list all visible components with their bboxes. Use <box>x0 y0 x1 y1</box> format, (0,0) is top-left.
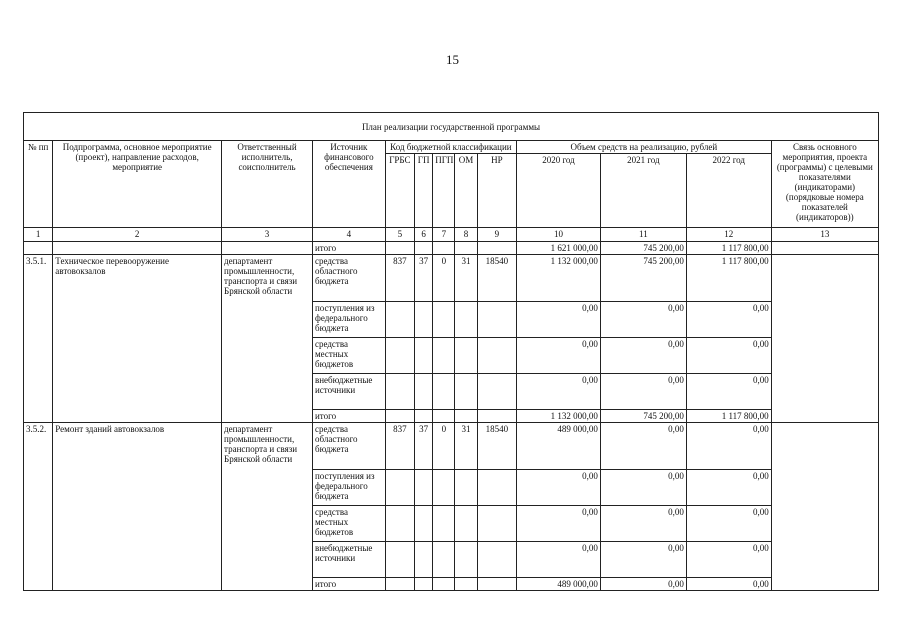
amount-2022: 1 117 800,00 <box>686 410 771 423</box>
code-np-cell: 18540 <box>477 423 516 470</box>
table-row <box>24 242 879 255</box>
code-np-cell <box>477 374 516 410</box>
amount-2021: 0,00 <box>600 302 686 338</box>
code-np-cell <box>477 410 516 423</box>
code-pgp-cell <box>433 410 455 423</box>
amount-2020: 0,00 <box>517 374 601 410</box>
code-gp-cell <box>415 302 433 338</box>
table-row <box>24 423 879 470</box>
source-cell: средства местных бюджетов <box>312 506 385 542</box>
amount-2020: 0,00 <box>517 302 601 338</box>
source-cell: поступления из федерального бюджета <box>312 470 385 506</box>
code-gp-cell <box>415 470 433 506</box>
amount-2020: 1 132 000,00 <box>517 410 601 423</box>
amount-2021: 745 200,00 <box>600 410 686 423</box>
code-pgp-cell <box>433 338 455 374</box>
header-grbs: ГРБС <box>385 154 414 228</box>
amount-2020: 0,00 <box>517 506 601 542</box>
amount-2022: 0,00 <box>686 423 771 470</box>
header-link: Связь основного мероприятия, проекта (программы) с целевыми показателями (индикаторами) (порядковые номера показателей (индикаторов)) <box>771 141 878 228</box>
amount-2022: 1 117 800,00 <box>686 255 771 302</box>
code-grbs-cell <box>385 506 414 542</box>
column-number-cell: 8 <box>455 228 477 242</box>
header-pgp: ПГП <box>433 154 455 228</box>
code-np-cell <box>477 578 516 591</box>
amount-2020: 1 132 000,00 <box>517 255 601 302</box>
column-numbers-row <box>24 228 879 242</box>
amount-2020: 489 000,00 <box>517 423 601 470</box>
amount-2021: 0,00 <box>600 506 686 542</box>
amount-2022: 0,00 <box>686 470 771 506</box>
source-cell: средства областного бюджета <box>312 423 385 470</box>
code-pgp-cell <box>433 506 455 542</box>
amount-2021: 745 200,00 <box>600 242 686 255</box>
amount-2021: 0,00 <box>600 542 686 578</box>
code-np-cell <box>477 470 516 506</box>
code-pgp-cell <box>433 578 455 591</box>
code-pgp-cell: 0 <box>433 255 455 302</box>
code-pgp-cell: 0 <box>433 423 455 470</box>
amount-2021: 0,00 <box>600 470 686 506</box>
header-volume: Объем средств на реализацию, рублей <box>517 141 772 154</box>
column-number-cell: 3 <box>222 228 313 242</box>
header-executor: Ответственный исполнитель, соисполнитель <box>222 141 313 228</box>
column-number-cell: 12 <box>686 228 771 242</box>
code-om-cell <box>455 578 477 591</box>
code-grbs-cell: 837 <box>385 255 414 302</box>
link-cell <box>771 423 878 591</box>
code-pgp-cell <box>433 470 455 506</box>
source-cell: внебюджетные источники <box>312 374 385 410</box>
amount-2022: 1 117 800,00 <box>686 242 771 255</box>
amount-2022: 0,00 <box>686 542 771 578</box>
code-om-cell <box>455 410 477 423</box>
amount-2020: 0,00 <box>517 542 601 578</box>
header-budget-code: Код бюджетной классификации <box>385 141 516 154</box>
code-om-cell: 31 <box>455 255 477 302</box>
code-np-cell <box>477 506 516 542</box>
code-gp-cell <box>415 338 433 374</box>
code-om-cell <box>455 302 477 338</box>
amount-2022: 0,00 <box>686 302 771 338</box>
column-number-cell: 1 <box>24 228 53 242</box>
source-cell: итого <box>312 410 385 423</box>
source-cell: внебюджетные источники <box>312 542 385 578</box>
amount-2020: 489 000,00 <box>517 578 601 591</box>
amount-2022: 0,00 <box>686 506 771 542</box>
amount-2022: 0,00 <box>686 374 771 410</box>
source-cell: поступления из федерального бюджета <box>312 302 385 338</box>
code-gp-cell <box>415 410 433 423</box>
column-number-cell: 2 <box>53 228 222 242</box>
code-grbs-cell <box>385 338 414 374</box>
amount-2020: 1 621 000,00 <box>517 242 601 255</box>
column-number-cell: 7 <box>433 228 455 242</box>
column-number-cell: 10 <box>517 228 601 242</box>
code-np-cell: 18540 <box>477 255 516 302</box>
code-grbs-cell <box>385 542 414 578</box>
plan-table <box>23 112 879 591</box>
code-gp-cell <box>415 578 433 591</box>
code-np-cell <box>477 302 516 338</box>
code-om-cell <box>455 470 477 506</box>
code-om-cell: 31 <box>455 423 477 470</box>
amount-2021: 0,00 <box>600 423 686 470</box>
header-subprogram: Подпрограмма, основное мероприятие (проект), направление расходов, мероприятие <box>53 141 222 228</box>
item-name: Техническое перевооружение автовокзалов <box>53 255 222 423</box>
code-gp-cell: 37 <box>415 423 433 470</box>
table-title: План реализации государственной программы <box>24 113 879 141</box>
header-gp: ГП <box>415 154 433 228</box>
item-number: 3.5.1. <box>24 255 53 423</box>
code-np-cell <box>477 542 516 578</box>
code-grbs-cell <box>385 470 414 506</box>
header-2021: 2021 год <box>600 154 686 228</box>
source-cell: средства местных бюджетов <box>312 338 385 374</box>
code-pgp-cell <box>433 302 455 338</box>
column-number-cell: 9 <box>477 228 516 242</box>
source-cell: итого <box>312 242 385 255</box>
column-number-cell: 6 <box>415 228 433 242</box>
column-number-cell: 13 <box>771 228 878 242</box>
amount-2021: 0,00 <box>600 578 686 591</box>
header-2020: 2020 год <box>517 154 601 228</box>
amount-2021: 0,00 <box>600 338 686 374</box>
code-grbs-cell <box>385 410 414 423</box>
amount-2022: 0,00 <box>686 338 771 374</box>
code-om-cell <box>455 506 477 542</box>
item-number: 3.5.2. <box>24 423 53 591</box>
column-number-cell: 11 <box>600 228 686 242</box>
amount-2022: 0,00 <box>686 578 771 591</box>
item-executor: департамент промышленности, транспорта и связи Брянской области <box>222 423 313 591</box>
amount-2021: 745 200,00 <box>600 255 686 302</box>
link-cell <box>771 255 878 423</box>
code-gp-cell <box>415 374 433 410</box>
header-np: НР <box>477 154 516 228</box>
code-om-cell <box>455 374 477 410</box>
table-row <box>24 255 879 302</box>
source-cell: итого <box>312 578 385 591</box>
code-grbs-cell: 837 <box>385 423 414 470</box>
code-pgp-cell <box>433 542 455 578</box>
header-2022: 2022 год <box>686 154 771 228</box>
amount-2020: 0,00 <box>517 470 601 506</box>
header-source: Источник финансового обеспечения <box>312 141 385 228</box>
header-num: № пп <box>24 141 53 228</box>
code-om-cell <box>455 542 477 578</box>
code-pgp-cell <box>433 374 455 410</box>
item-name: Ремонт зданий автовокзалов <box>53 423 222 591</box>
code-gp-cell: 37 <box>415 255 433 302</box>
code-om-cell <box>455 338 477 374</box>
page-number: 15 <box>446 52 459 67</box>
column-number-cell: 5 <box>385 228 414 242</box>
code-grbs-cell <box>385 578 414 591</box>
code-gp-cell <box>415 542 433 578</box>
code-grbs-cell <box>385 302 414 338</box>
code-grbs-cell <box>385 374 414 410</box>
amount-2021: 0,00 <box>600 374 686 410</box>
source-cell: средства областного бюджета <box>312 255 385 302</box>
item-executor: департамент промышленности, транспорта и связи Брянской области <box>222 255 313 423</box>
header-om: ОМ <box>455 154 477 228</box>
amount-2020: 0,00 <box>517 338 601 374</box>
code-gp-cell <box>415 506 433 542</box>
code-np-cell <box>477 338 516 374</box>
column-number-cell: 4 <box>312 228 385 242</box>
